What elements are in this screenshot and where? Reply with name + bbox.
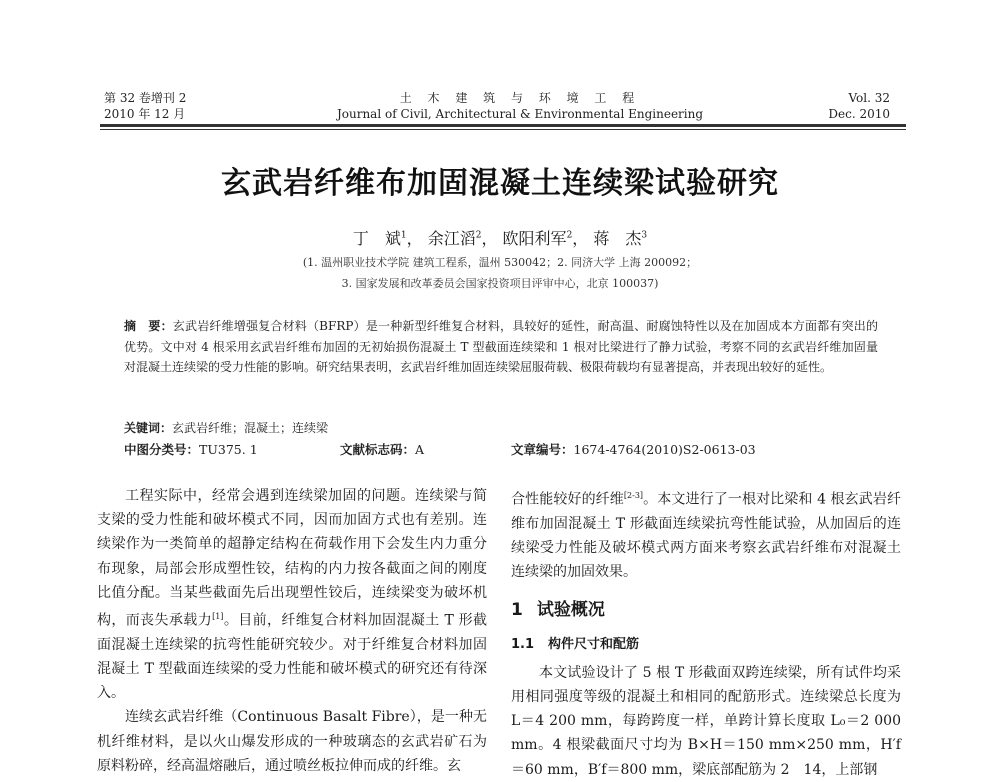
- author-name: 余江滔: [427, 229, 476, 248]
- journal-issue-info: [104, 90, 186, 122]
- section-heading: [511, 598, 901, 622]
- subsection-number: 1.1: [511, 636, 535, 652]
- author-name: 蒋 杰: [593, 229, 642, 248]
- journal-name-en: Journal of Civil, Architectural & Environmental Engineering: [336, 107, 704, 121]
- author-name: 丁 斌: [352, 229, 401, 248]
- body-column-right: [511, 484, 901, 782]
- clc-value: TU375. 1: [199, 442, 258, 457]
- citation: [1]: [212, 612, 224, 622]
- clc-label: 中图分类号：: [124, 442, 200, 457]
- author-affiliation-mark: 2: [566, 230, 573, 241]
- subsection-title: 构件尺寸和配筋: [548, 636, 640, 652]
- header-rule-thin: [100, 129, 906, 130]
- article-number-label: 文章编号：: [511, 442, 574, 457]
- doc-code-label: 文献标志码：: [340, 442, 416, 457]
- abstract-label: 摘 要：: [124, 319, 173, 333]
- body-paragraph: 本文试验设计了 5 根 T 形截面双跨连续梁，所有试件均采用相同强度等级的混凝土和相同的配筋形式。连续梁总长度为 L＝4 200 mm，每跨跨度一样，单跨计算长度取 L₀＝2 000 mm。4 根梁截面尺寸均为 B×H＝150 mm×250 mm，H′f＝60 mm，B′f＝800 mm，梁底部配筋为 2 14，上部钢: [511, 664, 901, 778]
- author-name: 欧阳利军: [502, 229, 567, 248]
- abstract: [124, 316, 878, 378]
- volume-en: Vol. 32: [848, 91, 890, 105]
- author-affiliation-mark: 1: [400, 230, 407, 241]
- journal-vol-info: [780, 90, 890, 122]
- keywords: [124, 419, 328, 436]
- paragraph-text: 。目前，纤维复合材料加固混凝土 T 形截面混凝土连续梁的抗弯性能研究较少。对于纤维复合材料加固混凝土 T 型截面连续梁的受力性能和破坏模式的研究还有待深入。: [97, 612, 487, 702]
- volume-issue: 第 32 卷增刊 2: [104, 91, 187, 105]
- body-column-left: [97, 484, 487, 778]
- body-paragraph: [97, 484, 487, 705]
- subsection-heading: [511, 633, 901, 657]
- affiliation-line: 3. 国家发展和改革委员会国家投资项目评审中心，北京 100037): [341, 277, 659, 290]
- doc-code-value: A: [415, 442, 425, 457]
- body-paragraph: 连续玄武岩纤维（Continuous Basalt Fibre），是一种无机纤维材料，是以火山爆发形成的一种玻璃态的玄武岩矿石为原料粉碎，经高温熔融后，通过喷丝板拉伸而成的纤维。玄: [97, 709, 487, 774]
- journal-name: [280, 90, 760, 122]
- issue-date-cn: 2010 年 12 月: [104, 107, 186, 121]
- abstract-text: 玄武岩纤维增强复合材料（BFRP）是一种新型纤维复合材料，具较好的延性，耐高温、耐腐蚀特性以及在加固成本方面都有突出的优势。文中对 4 根采用玄武岩纤维布加固的无初始损伤混凝土 T 型截面连续梁和 1 根对比梁进行了静力试验，考察不同的玄武岩纤维加固量对混凝土连续梁的受力性能的影响。研究结果表明，玄武岩纤维加固连续梁屈服荷载、极限荷载均有显著提高，并表现出较好的延性。: [124, 319, 878, 374]
- author-list: 丁 斌$^1$， 余江滔$^2$， 欧阳利军$^2$， 蒋 杰$^3$: [352, 229, 648, 248]
- issue-date-en: Dec. 2010: [828, 107, 890, 121]
- paragraph-text: 工程实际中，经常会遇到连续梁加固的问题。连续梁与简支梁的受力性能和破坏模式不同，因而加固方式也有差别。连续梁作为一类简单的超静定结构在荷载作用下会发生内力重分布现象，局部会形成塑性铰，结构的内力按各截面之间的刚度比值分配。当某些截面先后出现塑性铰后，连续梁变为破坏机构，而丧失承载力: [97, 488, 487, 629]
- paper-title: 玄武岩纤维布加固混凝土连续梁试验研究: [221, 166, 779, 201]
- section-number: 1: [511, 600, 523, 621]
- citation: [2-3]: [623, 491, 644, 500]
- affiliation-line: (1. 温州职业技术学院 建筑工程系，温州 530042；2. 同济大学 上海 200092；: [302, 256, 698, 269]
- header-rule-thick: [100, 124, 906, 127]
- clc-number: [124, 440, 258, 458]
- article-number: [511, 440, 756, 458]
- article-number-value: 1674-4764(2010)S2-0613-03: [573, 442, 756, 457]
- body-paragraph: [511, 484, 901, 584]
- section-title: 试验概况: [536, 600, 605, 621]
- journal-name-cn: 土 木 建 筑 与 环 境 工 程: [399, 91, 641, 105]
- document-code: [340, 440, 424, 458]
- paragraph-text: 合性能较好的纤维: [511, 491, 624, 508]
- paragraph-text: 。本文进行了一根对比梁和 4 根玄武岩纤维布加固混凝土 T 形截面连续梁抗弯性能试验，从加固后的连续梁受力性能及破坏模式两方面来考察玄武岩纤维布对混凝土连续梁的加固效果。: [511, 491, 902, 581]
- keywords-text: 玄武岩纤维；混凝土；连续梁: [172, 421, 329, 435]
- keywords-label: 关键词：: [124, 421, 173, 435]
- author-affiliation-mark: 3: [641, 230, 648, 241]
- author-affiliation-mark: 2: [475, 230, 482, 241]
